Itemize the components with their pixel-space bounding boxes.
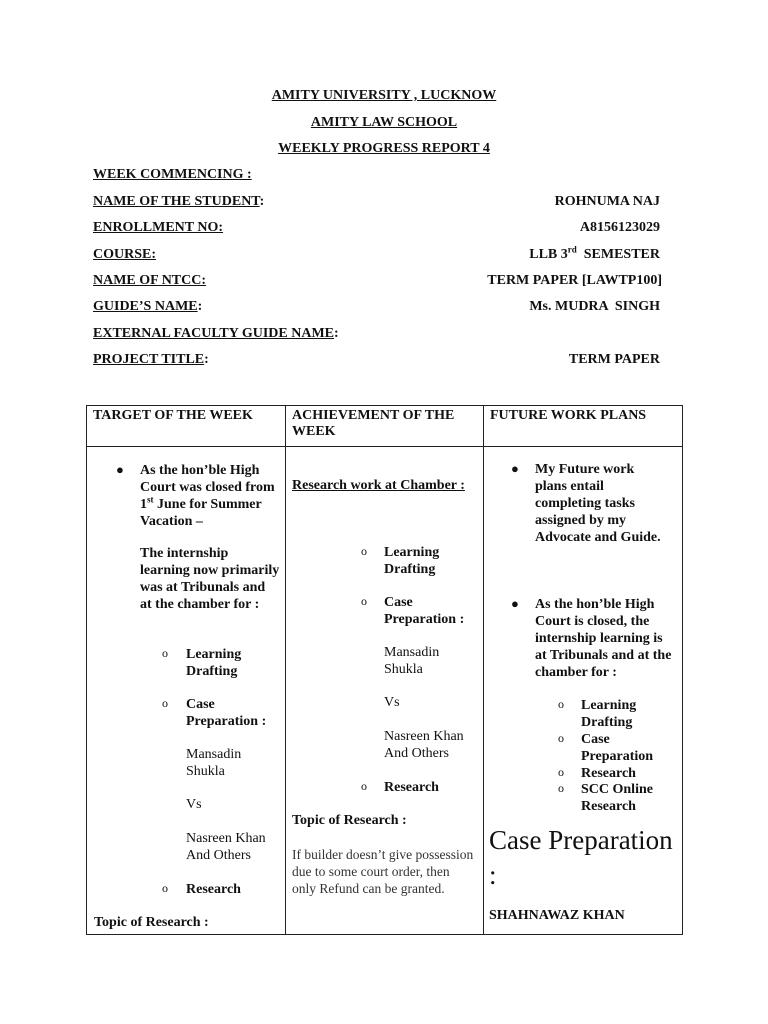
circle-bullet-icon: o [361, 594, 367, 608]
field-label: EXTERNAL FACULTY GUIDE NAME [93, 326, 335, 341]
achievement-case-b: Nasreen Khan And Others [384, 729, 464, 761]
target-sub-research: Research [186, 882, 241, 897]
future-sub-case: Case Preparation [581, 732, 654, 764]
future-bullet-2: As the hon’ble High Court is closed, the internship learning is at Tribunals and at the chamber for : [535, 597, 672, 680]
target-paragraph: The internship learning now primarily was at Tribunals and at the chamber for : [140, 546, 280, 612]
field-value: LLB 3rd SEMESTER [529, 244, 660, 262]
field-value: Ms. MUDRA SINGH [529, 299, 660, 314]
achievement-cell [286, 447, 484, 935]
circle-bullet-icon: o [558, 781, 564, 795]
header-future: FUTURE WORK PLANS [484, 406, 683, 447]
target-topic: Topic of Research : [94, 915, 209, 930]
field-value: ROHNUMA NAJ [554, 194, 660, 209]
achievement-case-a: Mansadin Shukla [384, 645, 440, 677]
circle-bullet-icon: o [162, 646, 168, 660]
circle-bullet-icon: o [162, 696, 168, 710]
target-bullet: As the hon’ble High Court was closed from 1st June for Summer Vacation – [140, 463, 275, 529]
future-sub-learning: Learning Drafting [581, 698, 637, 730]
field-label: GUIDE’S NAME [93, 299, 198, 314]
achievement-vs: Vs [384, 695, 400, 710]
circle-bullet-icon: o [361, 779, 367, 793]
field-value: TERM PAPER [LAWTP100] [487, 273, 662, 288]
target-sub-learning: Learning Drafting [186, 647, 242, 679]
field-label: NAME OF NTCC: [93, 273, 207, 288]
bullet-icon: ● [511, 461, 519, 476]
achievement-sub-learning: Learning Drafting [384, 545, 440, 577]
target-case-a: Mansadin Shukla [186, 747, 242, 779]
achievement-topic-text: If builder doesn’t give possession due to some court order, then only Refund can be granted. [292, 847, 474, 896]
university-name: AMITY UNIVERSITY , LUCKNOW [271, 88, 497, 103]
field-value: TERM PAPER [568, 352, 660, 367]
progress-table [86, 405, 683, 935]
target-vs: Vs [186, 797, 202, 812]
bullet-icon: ● [511, 596, 519, 611]
field-label: NAME OF THE STUDENT [93, 194, 260, 209]
field-label: PROJECT TITLE [93, 352, 205, 367]
circle-bullet-icon: o [558, 765, 564, 779]
achievement-sub-case: Case Preparation : [384, 595, 465, 627]
future-name: SHAHNAWAZ KHAN [489, 908, 625, 923]
achievement-sub-research: Research [384, 780, 439, 795]
achievement-heading: Research work at Chamber : [292, 478, 465, 493]
future-sub-research: Research [581, 766, 636, 781]
circle-bullet-icon: o [361, 544, 367, 558]
school-name: AMITY LAW SCHOOL [310, 115, 458, 130]
circle-bullet-icon: o [558, 731, 564, 745]
header-target: TARGET OF THE WEEK [87, 406, 286, 447]
field-label: COURSE: [93, 247, 157, 262]
report-title: WEEKLY PROGRESS REPORT 4 [278, 141, 490, 156]
field-label: ENROLLMENT NO: [93, 220, 224, 235]
target-cell [87, 447, 286, 935]
field-label: WEEK COMMENCING : [93, 167, 252, 182]
bullet-icon: ● [116, 462, 124, 477]
target-sub-case: Case Preparation : [186, 697, 267, 729]
future-bullet-1: My Future work plans entail completing tasks assigned by my Advocate and Guide. [535, 462, 661, 545]
circle-bullet-icon: o [162, 881, 168, 895]
future-big-heading: Case Preparation : [489, 825, 673, 890]
circle-bullet-icon: o [558, 697, 564, 711]
header-achievement: ACHIEVEMENT OF THE WEEK [286, 406, 484, 447]
field-value: A8156123029 [579, 220, 660, 235]
achievement-topic: Topic of Research : [292, 813, 407, 828]
target-case-b: Nasreen Khan And Others [186, 831, 266, 863]
future-sub-scc: SCC Online Research [581, 782, 653, 814]
future-cell [484, 447, 683, 935]
